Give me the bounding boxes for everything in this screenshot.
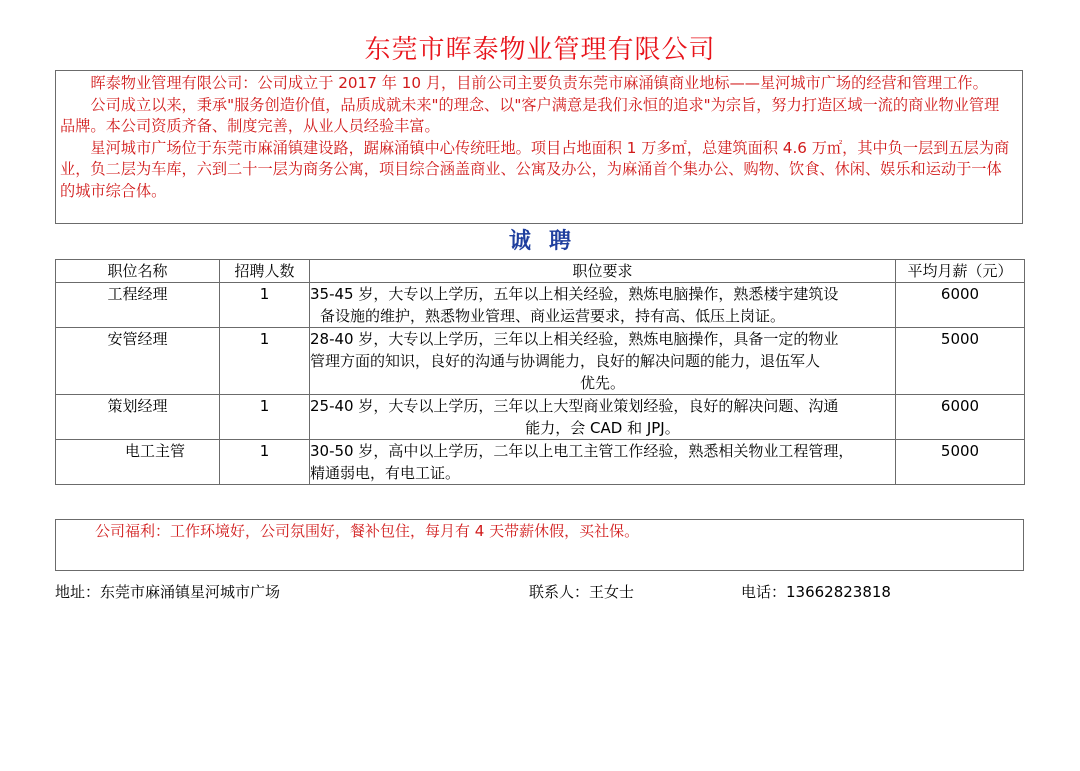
header-salary: 平均月薪（元）: [896, 260, 1025, 283]
table-header-row: [56, 260, 1025, 283]
requirement-line: 备设施的维护，熟悉物业管理、商业运营要求，持有高、低压上岗证。: [320, 307, 786, 325]
benefits-box: [55, 519, 1024, 571]
hiring-heading: 诚聘: [508, 229, 589, 254]
address: 地址：东莞市麻涌镇星河城市广场: [55, 583, 281, 601]
jobs-table: [55, 259, 1025, 485]
job-count: 1: [220, 283, 310, 328]
requirement-line: 28-40 岁，大专以上学历，三年以上相关经验，熟炼电脑操作，具备一定的物业: [310, 330, 839, 348]
header-position: 职位名称: [56, 260, 220, 283]
job-requirements: [310, 283, 896, 328]
requirement-line: 25-40 岁，大专以上学历，三年以上大型商业策划经验，良好的解决问题、沟通: [310, 397, 839, 415]
company-title: 东莞市晖泰物业管理有限公司: [364, 35, 716, 65]
company-intro: [55, 70, 1023, 224]
intro-paragraph-3: 星河城市广场位于东莞市麻涌镇建设路，踞麻涌镇中心传统旺地。项目占地面积 1 万多㎡，总建筑面积 4.6 万㎡，其中负一层到五层为商业，负二层为车库，六到二十一层为商务公寓，项目综合涵盖商业、公寓及办公，为麻涌首个集办公、购物、饮食、休闲、娱乐和运动于一体的城市综合体。: [60, 138, 1010, 200]
requirement-line: 35-45 岁，大专以上学历，五年以上相关经验，熟炼电脑操作，熟悉楼宇建筑设: [310, 285, 839, 303]
benefits-text: 公司福利：工作环境好，公司氛围好，餐补包住，每月有 4 天带薪休假，买社保。: [95, 522, 640, 540]
header-count: 招聘人数: [220, 260, 310, 283]
requirement-line: 能力，会 CAD 和 JPJ。: [525, 419, 680, 437]
phone-number: 电话：13662823818: [741, 583, 891, 601]
job-salary: 6000: [896, 395, 1025, 440]
requirement-line: 30-50 岁，高中以上学历，二年以上电工主管工作经验，熟悉相关物业工程管理，: [310, 442, 854, 460]
job-salary: 5000: [896, 440, 1025, 485]
job-salary: 5000: [896, 328, 1025, 395]
job-count: 1: [220, 440, 310, 485]
job-requirements: [310, 328, 896, 395]
table-row: [56, 440, 1025, 485]
contact-person: 联系人：王女士: [529, 583, 635, 601]
requirement-line: 管理方面的知识，良好的沟通与协调能力，良好的解决问题的能力，退伍军人: [310, 352, 821, 370]
table-row: [56, 328, 1025, 395]
job-requirements: [310, 440, 896, 485]
job-title: 安管经理: [56, 328, 220, 395]
table-row: [56, 283, 1025, 328]
job-title: 工程经理: [56, 283, 220, 328]
header-requirements: 职位要求: [310, 260, 896, 283]
job-count: 1: [220, 328, 310, 395]
job-title: 电工主管: [56, 440, 220, 485]
job-salary: 6000: [896, 283, 1025, 328]
requirement-line: 优先。: [579, 374, 625, 392]
table-row: [56, 395, 1025, 440]
job-requirements: [310, 395, 896, 440]
intro-paragraph-2: 公司成立以来，秉承"服务创造价值，品质成就未来"的理念、以"客户满意是我们永恒的追求"为宗旨，努力打造区域一流的商业物业管理品牌。本公司资质齐备、制度完善，从业人员经验丰富。: [60, 95, 1000, 136]
job-title: 策划经理: [56, 395, 220, 440]
intro-paragraph-1: 晖泰物业管理有限公司：公司成立于 2017 年 10 月，目前公司主要负责东莞市麻涌镇商业地标——星河城市广场的经营和管理工作。: [90, 74, 988, 92]
job-count: 1: [220, 395, 310, 440]
requirement-line: 精通弱电，有电工证。: [310, 464, 461, 482]
